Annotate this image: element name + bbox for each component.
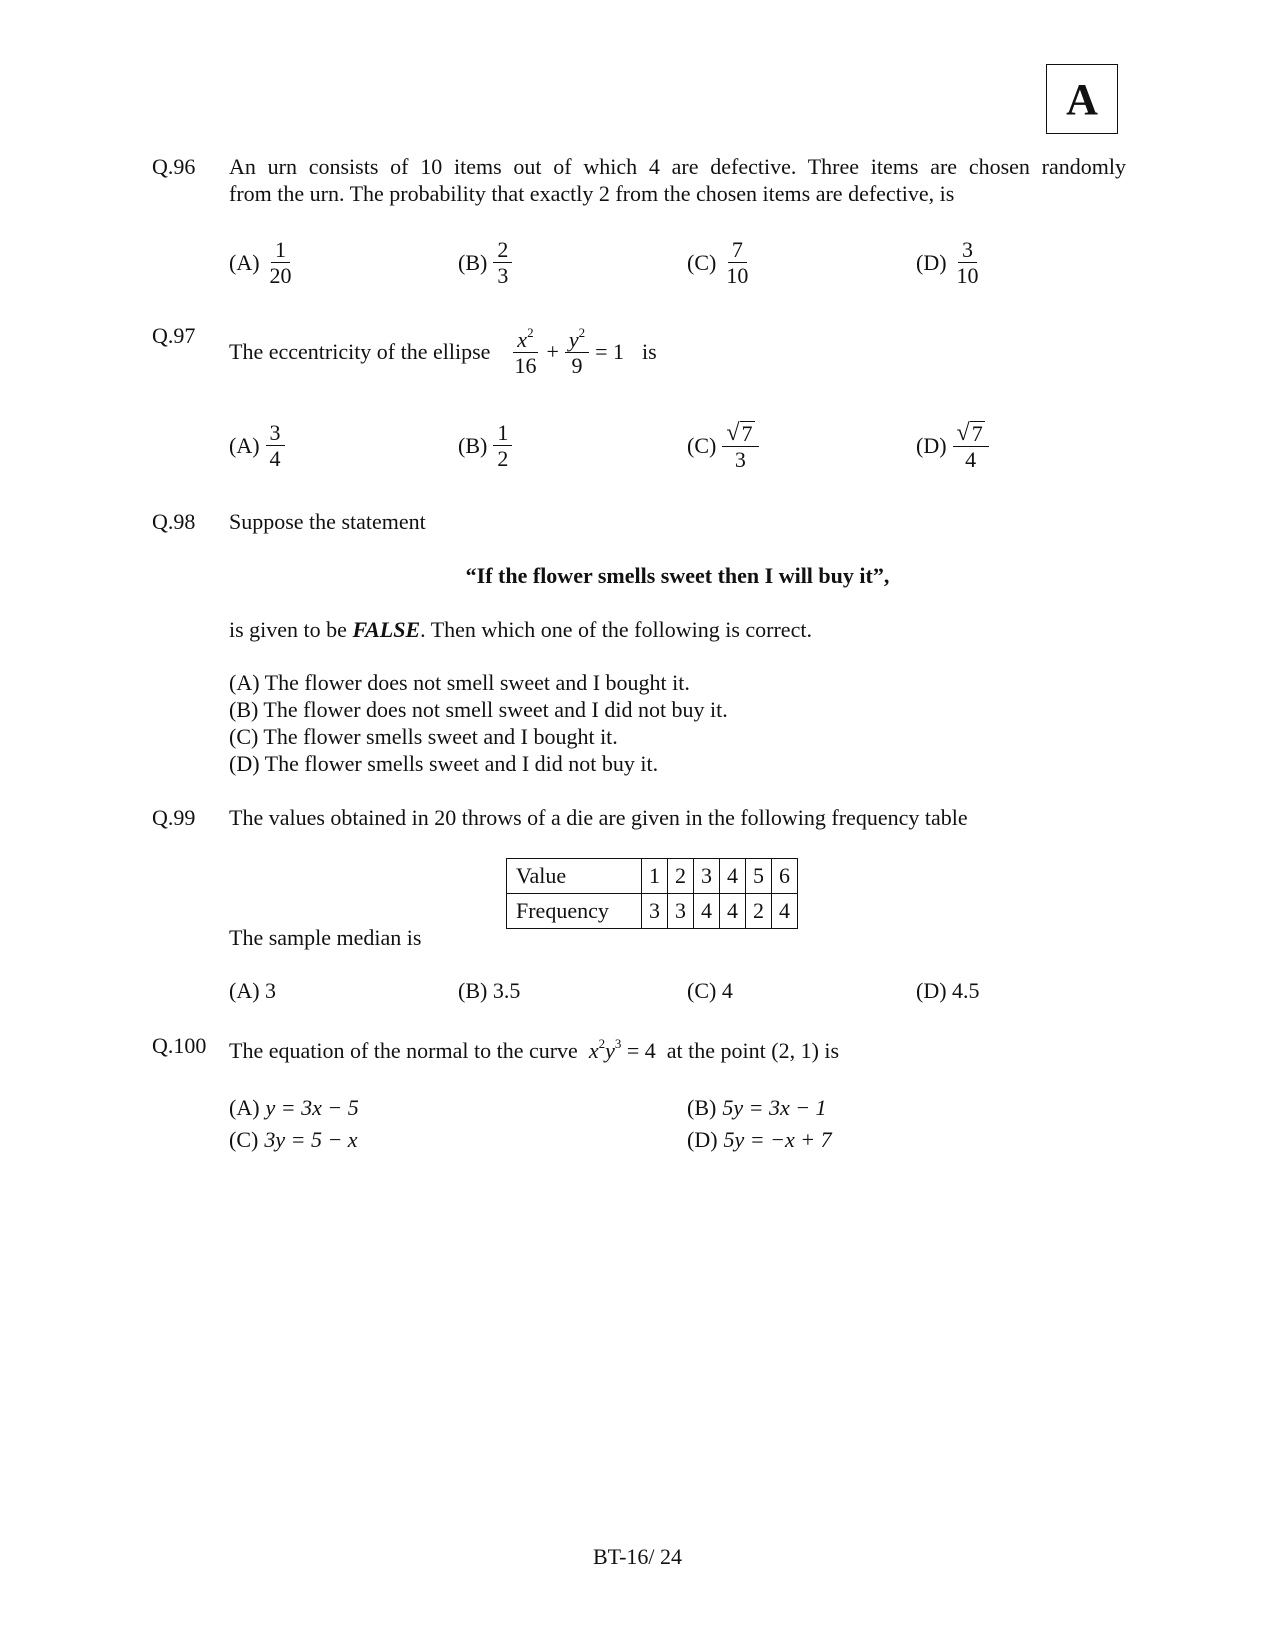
table-cell: 3 xyxy=(668,894,694,929)
numerator: 3 xyxy=(266,420,285,446)
equals-four: = 4 xyxy=(626,1038,656,1063)
option-label: (A) xyxy=(229,249,260,275)
x-variable: x xyxy=(588,1038,599,1063)
table-cell: 2 xyxy=(746,894,772,929)
table-cell: 4 xyxy=(720,894,746,929)
followup-prefix: is given to be xyxy=(229,617,347,642)
q100-option-c[interactable] xyxy=(229,1127,358,1153)
q100-number: Q.100 xyxy=(152,1033,207,1058)
y-variable: y xyxy=(568,327,579,352)
denominator: 4 xyxy=(965,447,977,473)
option-label: (D) xyxy=(687,1127,718,1152)
q100-text-before: The equation of the normal to the curve xyxy=(229,1038,578,1063)
table-cell: 6 xyxy=(772,859,798,894)
option-label: (C) xyxy=(687,249,717,275)
exponent: 2 xyxy=(598,1036,606,1051)
fraction xyxy=(266,420,285,472)
numerator: 1 xyxy=(271,237,290,263)
q100-option-b[interactable] xyxy=(687,1095,827,1121)
numerator: 2 xyxy=(493,237,512,263)
radicand: 7 xyxy=(741,421,753,446)
equation: y = 3x − 5 xyxy=(265,1095,359,1120)
option-label: (D) xyxy=(916,249,947,275)
fraction xyxy=(493,420,512,472)
q96-option-d[interactable] xyxy=(916,237,983,289)
followup-false-keyword: FALSE xyxy=(352,617,421,642)
fraction xyxy=(953,420,989,472)
q98-number: Q.98 xyxy=(152,509,196,534)
q97-option-b[interactable] xyxy=(458,420,512,472)
option-label: (D) xyxy=(916,433,947,459)
q98-option-b[interactable]: (B) The flower does not smell sweet and I did not buy it. xyxy=(229,697,728,722)
fraction xyxy=(953,237,983,289)
x-variable: x xyxy=(517,327,528,352)
q96-text-line2: from the urn. The probability that exactly 2 from the chosen items are defective, is xyxy=(229,181,955,206)
equation: 5y = −x + 7 xyxy=(723,1127,832,1152)
q97-text-before: The eccentricity of the ellipse xyxy=(229,339,491,365)
plus-sign: + xyxy=(546,339,559,365)
numerator xyxy=(722,420,758,447)
numerator xyxy=(565,326,589,353)
x-squared-over-16 xyxy=(510,326,540,379)
fraction xyxy=(266,237,296,289)
option-label: (B) xyxy=(458,432,488,458)
denominator: 10 xyxy=(956,263,979,289)
row-header-frequency: Frequency xyxy=(507,894,642,929)
table-cell: 4 xyxy=(694,894,720,929)
q96-number: Q.96 xyxy=(152,154,196,179)
table-cell: 3 xyxy=(642,894,668,929)
table-cell: 4 xyxy=(720,859,746,894)
option-label: (B) xyxy=(458,249,488,275)
numerator: 3 xyxy=(958,237,977,263)
q99-number: Q.99 xyxy=(152,805,196,830)
option-label: (B) xyxy=(687,1095,717,1120)
equation: 3y = 5 − x xyxy=(264,1127,358,1152)
row-header-value: Value xyxy=(507,859,642,894)
q99-option-d[interactable]: (D) 4.5 xyxy=(916,978,980,1003)
table-cell: 3 xyxy=(694,859,720,894)
square-root xyxy=(726,421,754,446)
denominator: 2 xyxy=(497,446,509,472)
q99-text: The values obtained in 20 throws of a die are given in the following frequency table xyxy=(229,805,968,830)
q100-option-d[interactable] xyxy=(687,1127,832,1153)
q96-option-a[interactable] xyxy=(229,237,296,289)
table-cell: 2 xyxy=(668,859,694,894)
numerator: 1 xyxy=(493,420,512,446)
q98-option-d[interactable]: (D) The flower smells sweet and I did not buy it. xyxy=(229,751,659,776)
q97-text-after: is xyxy=(642,339,657,365)
q99-option-c[interactable]: (C) 4 xyxy=(687,978,733,1003)
equation: 5y = 3x − 1 xyxy=(722,1095,827,1120)
equals-one: = 1 xyxy=(595,339,625,365)
y-squared-over-9 xyxy=(565,326,589,379)
denominator: 3 xyxy=(497,263,509,289)
table-row-values xyxy=(507,859,798,894)
denominator: 3 xyxy=(734,447,746,473)
y-variable: y xyxy=(605,1038,615,1063)
exponent: 2 xyxy=(578,325,586,340)
q97-option-c[interactable] xyxy=(687,420,759,472)
q97-number: Q.97 xyxy=(152,323,196,348)
q96-option-c[interactable] xyxy=(687,237,752,289)
q98-statement: “If the flower smells sweet then I will buy it”, xyxy=(465,563,890,588)
fraction xyxy=(722,420,758,472)
denominator: 20 xyxy=(269,263,292,289)
option-label: (C) xyxy=(229,1127,259,1152)
numerator: 7 xyxy=(728,237,747,263)
q98-option-c[interactable]: (C) The flower smells sweet and I bought it. xyxy=(229,724,618,749)
table-row-frequency xyxy=(507,894,798,929)
q97-option-a[interactable] xyxy=(229,420,285,472)
set-label-box: A xyxy=(1046,64,1118,134)
denominator: 16 xyxy=(514,353,537,379)
table-cell: 5 xyxy=(746,859,772,894)
q96-text-line1: An urn consists of 10 items out of which 4 are defective. Three items are chosen randomly xyxy=(229,154,1126,179)
q98-option-a[interactable]: (A) The flower does not smell sweet and I bought it. xyxy=(229,670,690,695)
square-root xyxy=(957,421,985,446)
exponent: 3 xyxy=(614,1036,622,1051)
q97-option-d[interactable] xyxy=(916,420,989,472)
q99-median-text: The sample median is xyxy=(229,925,422,950)
frequency-table xyxy=(506,858,798,929)
table-cell: 4 xyxy=(772,894,798,929)
option-label: (C) xyxy=(687,433,717,459)
q98-intro: Suppose the statement xyxy=(229,509,426,534)
radicand: 7 xyxy=(971,421,983,446)
q96-option-b[interactable] xyxy=(458,237,512,289)
option-label: (A) xyxy=(229,1095,260,1120)
table-cell: 1 xyxy=(642,859,668,894)
radical-sign: √ xyxy=(956,420,970,446)
q99-option-b[interactable]: (B) 3.5 xyxy=(458,978,521,1003)
option-label: (A) xyxy=(229,432,260,458)
q97-text xyxy=(229,326,657,379)
page-footer: BT-16/ 24 xyxy=(592,1544,683,1569)
denominator: 4 xyxy=(269,446,281,472)
q100-text xyxy=(229,1036,839,1064)
fraction xyxy=(493,237,512,289)
denominator: 9 xyxy=(571,353,583,379)
q98-followup xyxy=(229,617,812,643)
exponent: 2 xyxy=(527,325,534,340)
numerator xyxy=(953,420,989,447)
fraction xyxy=(722,237,752,289)
followup-suffix: . Then which one of the following is correct. xyxy=(420,617,812,642)
radical-sign: √ xyxy=(726,420,740,446)
q100-text-after: at the point (2, 1) is xyxy=(666,1038,840,1063)
q100-option-a[interactable] xyxy=(229,1095,359,1121)
numerator xyxy=(513,326,537,353)
q99-option-a[interactable]: (A) 3 xyxy=(229,978,277,1003)
denominator: 10 xyxy=(726,263,749,289)
